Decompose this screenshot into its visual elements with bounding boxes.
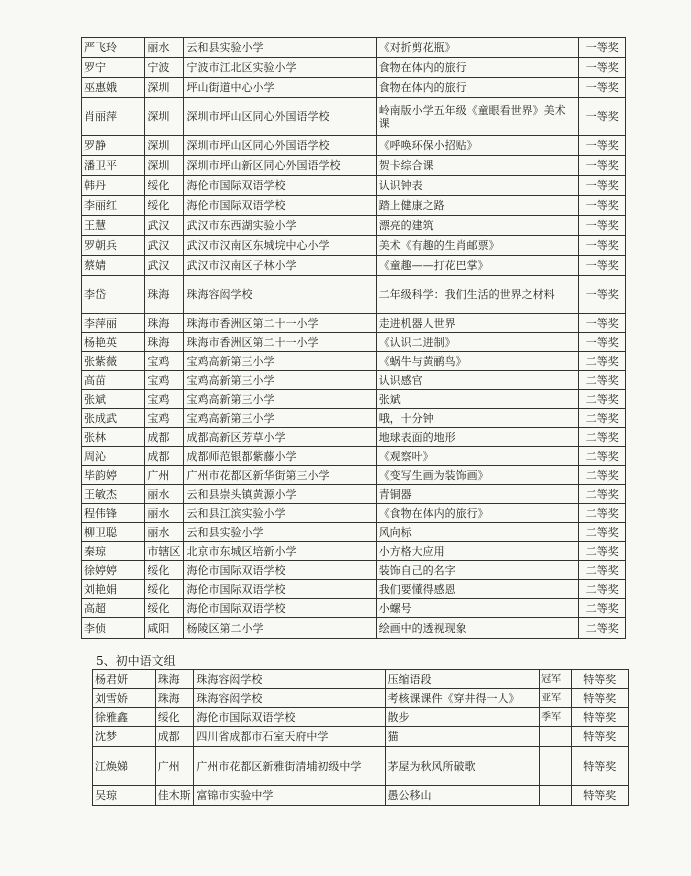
table-row [82,409,626,428]
cell-name: 徐雅鑫 [93,708,156,727]
cell-school: 海伦市国际双语学校 [194,708,385,727]
cell-city: 成都 [145,447,184,466]
cell-topic: 《观察叶》 [376,447,579,466]
cell-award: 二等奖 [579,618,626,639]
cell-rank [540,786,571,806]
cell-award: 一等奖 [579,136,626,156]
cell-name: 王敏杰 [82,485,145,504]
table-row [93,786,629,806]
cell-topic: 《对折剪花瓶》 [376,38,579,58]
cell-name: 罗朝兵 [82,236,145,256]
cell-topic: 漂亮的建筑 [376,216,579,236]
cell-rank [540,727,571,747]
table-row [82,523,626,542]
cell-award: 二等奖 [579,599,626,618]
table-row [82,580,626,599]
cell-topic: 青铜器 [376,485,579,504]
table-row [93,747,629,786]
cell-rank: 季军 [540,708,571,727]
cell-school: 深圳市坪山新区同心外国语学校 [184,156,376,176]
cell-city: 丽水 [145,485,184,504]
table-row [82,98,626,136]
cell-school: 武汉市东西湖实验小学 [184,216,376,236]
cell-city: 武汉 [145,236,184,256]
cell-school: 坪山街道中心小学 [184,78,376,98]
cell-school: 珠海市香洲区第二十一小学 [184,314,376,333]
cell-city: 珠海 [145,276,184,314]
cell-school: 深圳市坪山区同心外国语学校 [184,136,376,156]
table-row [82,256,626,276]
cell-topic: 《食物在体内的旅行》 [376,504,579,523]
cell-school: 海伦市国际双语学校 [184,580,376,599]
cell-topic: 猫 [385,727,540,747]
cell-award: 一等奖 [579,38,626,58]
cell-name: 张斌 [82,390,145,409]
table-row [93,727,629,747]
cell-award: 二等奖 [579,523,626,542]
cell-award: 特等奖 [571,727,628,747]
cell-name: 周沁 [82,447,145,466]
cell-award: 一等奖 [579,98,626,136]
cell-school: 宝鸡高新第三小学 [184,371,376,390]
cell-name: 肖丽萍 [82,98,145,136]
cell-name: 柳卫聪 [82,523,145,542]
cell-city: 珠海 [155,670,194,689]
cell-school: 成都高新区芳草小学 [184,428,376,447]
cell-name: 刘雪娇 [93,689,156,708]
cell-topic: 认识钟表 [376,176,579,196]
cell-school: 云和县实验小学 [184,38,376,58]
table-row [93,689,629,708]
cell-topic: 小方格大应用 [376,542,579,561]
cell-school: 杨陵区第二小学 [184,618,376,639]
cell-city: 宁波 [145,58,184,78]
award-table-primary [81,37,626,639]
cell-topic: 踏上健康之路 [376,196,579,216]
cell-city: 广州 [145,466,184,485]
cell-topic: 散步 [385,708,540,727]
cell-name: 高超 [82,599,145,618]
table-row [82,504,626,523]
cell-award: 二等奖 [579,447,626,466]
cell-award: 一等奖 [579,78,626,98]
cell-school: 武汉市汉南区子林小学 [184,256,376,276]
cell-city: 丽水 [145,504,184,523]
cell-city: 绥化 [145,176,184,196]
cell-topic: 认识感官 [376,371,579,390]
cell-city: 绥化 [155,708,194,727]
cell-name: 张紫薇 [82,352,145,371]
cell-topic: 小螺号 [376,599,579,618]
cell-school: 海伦市国际双语学校 [184,561,376,580]
cell-topic: 食物在体内的旅行 [376,58,579,78]
cell-city: 成都 [155,727,194,747]
cell-award: 一等奖 [579,333,626,352]
cell-city: 丽水 [145,523,184,542]
cell-award: 二等奖 [579,561,626,580]
cell-topic: 贺卡综合课 [376,156,579,176]
cell-city: 成都 [145,428,184,447]
cell-name: 高苗 [82,371,145,390]
cell-city: 绥化 [145,561,184,580]
cell-city: 市辖区 [145,542,184,561]
cell-rank: 亚军 [540,689,571,708]
cell-city: 广州 [155,747,194,786]
cell-city: 珠海 [155,689,194,708]
cell-topic: 二年级科学：我们生活的世界之材料 [376,276,579,314]
cell-topic: 《认识二进制》 [376,333,579,352]
cell-topic: 压缩语段 [385,670,540,689]
cell-name: 严飞玲 [82,38,145,58]
cell-award: 特等奖 [571,689,628,708]
cell-name: 程伟锋 [82,504,145,523]
cell-topic: 美术《有趣的生肖邮票》 [376,236,579,256]
cell-rank [540,747,571,786]
table-row [82,236,626,256]
cell-school: 宁波市江北区实验小学 [184,58,376,78]
section-title: 5、初中语文组 [96,654,176,668]
cell-name: 韩丹 [82,176,145,196]
cell-name: 李萍丽 [82,314,145,333]
cell-city: 武汉 [145,256,184,276]
cell-school: 云和县崇头镇黄源小学 [184,485,376,504]
table-row [82,276,626,314]
cell-topic: 风向标 [376,523,579,542]
cell-topic: 《蜗牛与黄鹂鸟》 [376,352,579,371]
cell-city: 武汉 [145,216,184,236]
cell-name: 徐婷婷 [82,561,145,580]
cell-school: 云和县实验小学 [184,523,376,542]
table-row [82,176,626,196]
cell-award: 一等奖 [579,276,626,314]
cell-topic: 考核课课件《穿井得一人》 [385,689,540,708]
cell-name: 沈梦 [93,727,156,747]
cell-name: 江焕娣 [93,747,156,786]
table-row [93,670,629,689]
cell-topic: 岭南版小学五年级《童眼看世界》美术课 [376,98,579,136]
table-row [82,466,626,485]
cell-city: 绥化 [145,599,184,618]
cell-name: 张成武 [82,409,145,428]
cell-topic: 地球表面的地形 [376,428,579,447]
cell-city: 深圳 [145,98,184,136]
cell-award: 二等奖 [579,371,626,390]
cell-school: 武汉市汉南区东城垸中心小学 [184,236,376,256]
table-row [82,542,626,561]
cell-award: 二等奖 [579,504,626,523]
table-row [82,352,626,371]
cell-city: 深圳 [145,156,184,176]
cell-name: 蔡婧 [82,256,145,276]
cell-name: 王慧 [82,216,145,236]
cell-school: 北京市东城区培新小学 [184,542,376,561]
table-row [82,561,626,580]
cell-school: 四川省成都市石室天府中学 [194,727,385,747]
table-row [93,708,629,727]
cell-name: 杨君妍 [93,670,156,689]
table-row [82,314,626,333]
cell-city: 宝鸡 [145,371,184,390]
cell-rank: 冠军 [540,670,571,689]
cell-award: 特等奖 [571,708,628,727]
cell-topic: 《呼唤环保小招贴》 [376,136,579,156]
table-row [82,485,626,504]
cell-school: 宝鸡高新第三小学 [184,409,376,428]
cell-name: 吴琼 [93,786,156,806]
cell-city: 丽水 [145,38,184,58]
cell-topic: 哦，十分钟 [376,409,579,428]
cell-award: 特等奖 [571,670,628,689]
cell-award: 一等奖 [579,196,626,216]
cell-school: 富锦市实验中学 [194,786,385,806]
cell-name: 秦琼 [82,542,145,561]
cell-city: 绥化 [145,580,184,599]
cell-award: 一等奖 [579,236,626,256]
cell-school: 成都师范银都紫藤小学 [184,447,376,466]
cell-city: 咸阳 [145,618,184,639]
cell-award: 一等奖 [579,256,626,276]
cell-topic: 绘画中的透视现象 [376,618,579,639]
cell-award: 二等奖 [579,542,626,561]
table-row [82,58,626,78]
table-row [82,216,626,236]
cell-name: 李丽红 [82,196,145,216]
cell-school: 海伦市国际双语学校 [184,599,376,618]
cell-school: 深圳市坪山区同心外国语学校 [184,98,376,136]
table-row [82,333,626,352]
cell-city: 绥化 [145,196,184,216]
cell-award: 二等奖 [579,466,626,485]
cell-topic: 愚公移山 [385,786,540,806]
cell-award: 一等奖 [579,176,626,196]
cell-school: 海伦市国际双语学校 [184,176,376,196]
cell-city: 宝鸡 [145,352,184,371]
cell-name: 杨艳英 [82,333,145,352]
cell-topic: 《童趣——打花巴掌》 [376,256,579,276]
cell-award: 二等奖 [579,390,626,409]
cell-school: 珠海容闳学校 [194,689,385,708]
cell-city: 珠海 [145,333,184,352]
cell-topic: 茅屋为秋风所破歌 [385,747,540,786]
cell-award: 一等奖 [579,58,626,78]
cell-award: 二等奖 [579,352,626,371]
cell-city: 宝鸡 [145,390,184,409]
cell-name: 李岱 [82,276,145,314]
table-row [82,156,626,176]
cell-topic: 《变写生画为装饰画》 [376,466,579,485]
cell-school: 广州市花都区新雅街清埔初级中学 [194,747,385,786]
cell-award: 二等奖 [579,409,626,428]
cell-school: 广州市花都区新华街第三小学 [184,466,376,485]
cell-topic: 装饰自己的名字 [376,561,579,580]
cell-award: 一等奖 [579,156,626,176]
cell-topic: 食物在体内的旅行 [376,78,579,98]
cell-name: 张林 [82,428,145,447]
cell-award: 二等奖 [579,485,626,504]
cell-name: 毕韵婷 [82,466,145,485]
table-row [82,390,626,409]
cell-city: 深圳 [145,78,184,98]
cell-city: 佳木斯 [155,786,194,806]
cell-school: 海伦市国际双语学校 [184,196,376,216]
cell-name: 潘卫平 [82,156,145,176]
table-row [82,136,626,156]
table-row [82,371,626,390]
table-row [82,428,626,447]
cell-name: 李侦 [82,618,145,639]
cell-name: 巫惠娥 [82,78,145,98]
table-row [82,618,626,639]
cell-award: 一等奖 [579,216,626,236]
cell-city: 深圳 [145,136,184,156]
cell-award: 一等奖 [579,314,626,333]
cell-award: 二等奖 [579,428,626,447]
cell-school: 珠海容闳学校 [194,670,385,689]
award-table-junior-chinese [92,669,629,806]
cell-school: 宝鸡高新第三小学 [184,390,376,409]
table-row [82,196,626,216]
cell-name: 刘艳娟 [82,580,145,599]
cell-topic: 走进机器人世界 [376,314,579,333]
cell-award: 二等奖 [579,580,626,599]
cell-school: 珠海容闳学校 [184,276,376,314]
cell-name: 罗宁 [82,58,145,78]
cell-school: 珠海市香洲区第二十一小学 [184,333,376,352]
cell-city: 珠海 [145,314,184,333]
cell-topic: 我们要懂得感恩 [376,580,579,599]
cell-award: 特等奖 [571,747,628,786]
cell-school: 云和县江滨实验小学 [184,504,376,523]
cell-topic: 张斌 [376,390,579,409]
cell-name: 罗静 [82,136,145,156]
table-row [82,38,626,58]
table-row [82,447,626,466]
table-row [82,599,626,618]
cell-city: 宝鸡 [145,409,184,428]
table-row [82,78,626,98]
cell-award: 特等奖 [571,786,628,806]
cell-school: 宝鸡高新第三小学 [184,352,376,371]
